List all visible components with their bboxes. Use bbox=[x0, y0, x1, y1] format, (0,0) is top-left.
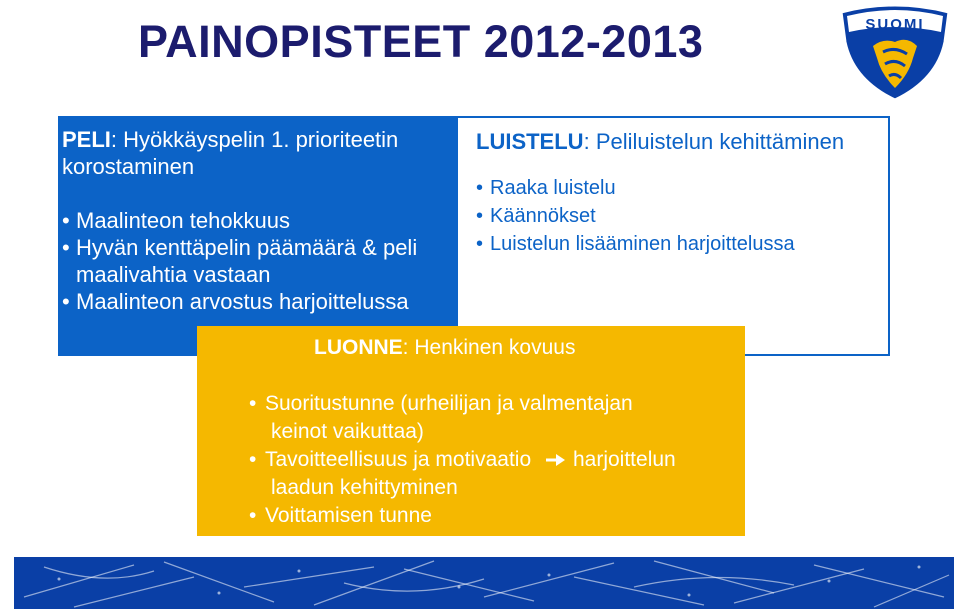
luonne-label: LUONNE bbox=[314, 336, 403, 359]
list-item: • Tavoitteellisuus ja motivaatio harjoittelun laadun kehittyminen bbox=[249, 448, 676, 499]
peli-box bbox=[58, 116, 456, 356]
list-item: • Maalinteon arvostus harjoittelussa bbox=[62, 289, 409, 314]
luistelu-list bbox=[476, 174, 888, 258]
ice-scratches bbox=[14, 557, 954, 609]
list-item: • Voittamisen tunne bbox=[249, 504, 432, 527]
luistelu-box bbox=[456, 116, 890, 356]
luistelu-heading bbox=[476, 128, 888, 155]
list-item: • Raaka luistelu bbox=[476, 177, 616, 199]
luonne-list bbox=[249, 390, 676, 530]
luonne-sep: : bbox=[402, 336, 409, 359]
ice-texture-banner bbox=[14, 557, 954, 609]
peli-label: PELI bbox=[62, 127, 111, 152]
luistelu-desc: Peliluistelun kehittäminen bbox=[595, 129, 845, 154]
arrow-right-icon bbox=[545, 452, 567, 468]
luonne-desc: Henkinen kovuus bbox=[414, 336, 576, 359]
list-item: • Luistelun lisääminen harjoittelussa bbox=[476, 233, 795, 255]
list-item: • Suoritustunne (urheilijan ja valmentajan keinot vaikuttaa) bbox=[249, 392, 633, 443]
peli-desc-line1: Hyökkäyspelin 1. prioriteetin bbox=[123, 127, 399, 152]
list-item: • Hyvän kenttäpelin päämäärä & peli bbox=[62, 235, 418, 260]
peli-desc-line2: korostaminen bbox=[62, 154, 195, 179]
peli-list bbox=[62, 207, 456, 315]
luonne-box bbox=[197, 326, 745, 536]
luistelu-label: LUISTELU bbox=[476, 129, 584, 154]
suomi-logo bbox=[833, 2, 957, 102]
luonne-heading bbox=[314, 334, 575, 362]
peli-heading bbox=[62, 126, 456, 180]
list-item-continuation: maalivahtia vastaan bbox=[76, 262, 271, 287]
peli-sep: : bbox=[110, 127, 118, 152]
page-title: PAINOPISTEET 2012-2013 bbox=[138, 16, 704, 67]
luistelu-sep: : bbox=[583, 129, 590, 154]
list-item: • Käännökset bbox=[476, 205, 596, 227]
list-item: • Maalinteon tehokkuus bbox=[62, 208, 291, 233]
logo-text: SUOMI bbox=[865, 16, 925, 33]
